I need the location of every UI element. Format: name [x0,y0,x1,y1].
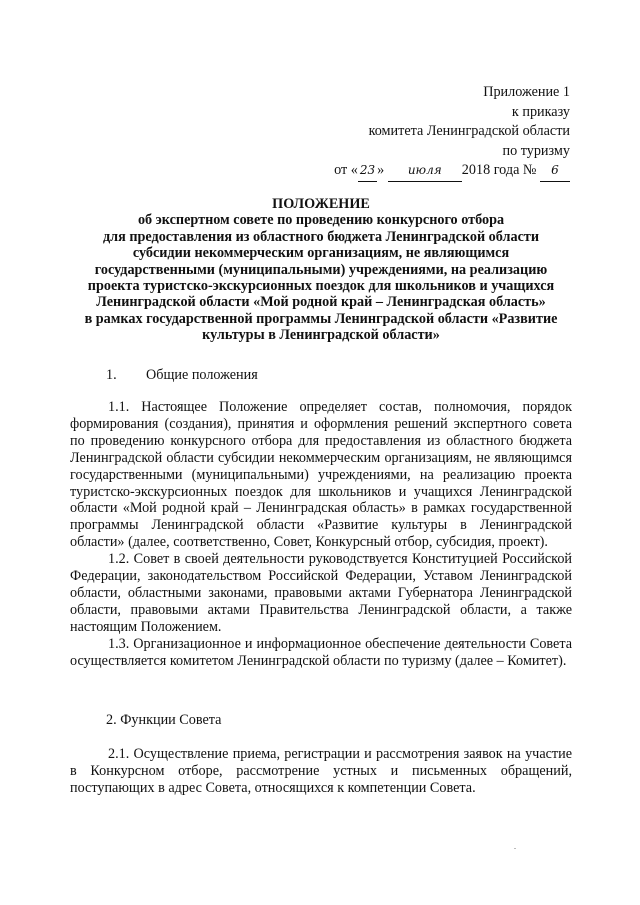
date-mid: » [377,162,385,178]
appendix-line-3: комитета Ленинградской области [368,123,570,139]
title-line: культуры в Ленинградской области» [202,327,440,344]
title-main: ПОЛОЖЕНИЕ [272,196,370,212]
paragraph-2-1: 2.1. Осуществление приема, регистрации и рассмотрения заявок на участие в Конкурсном отборе, рассмотрение устных и письменных обращений, поступающих в адрес Совета, относящихся к компетенции Совета. [70,746,572,796]
date-month: июля [388,161,462,182]
section-1-body [70,399,572,670]
section-1-number: 1. [106,367,117,383]
title-line: государственными (муниципальными) учреждениями, на реализацию [94,261,548,278]
title-line: Ленинградской области «Мой родной край – Ленинградская область» [96,294,546,311]
appendix-line-4: по туризму [502,142,570,159]
scan-speck [514,848,516,849]
title-line: об экспертном совете по проведению конкурсного отбора [137,212,505,229]
section-1-title: Общие положения [146,367,258,383]
title-line: субсидии некоммерческим организациям, не являющимся [132,245,510,262]
section-2-body [70,746,572,797]
date-day: 23 [358,161,377,182]
section-1-heading [106,367,258,383]
date-year: 2018 года № [461,162,537,178]
title-line: проекта туристско-экскурсионных поездок для школьников и учащихся [87,278,555,295]
title-line: в рамках государственной программы Ленинградской области «Развитие [84,310,558,327]
appendix-header [334,83,570,182]
paragraph-1-3: 1.3. Организационное и информационное обеспечение деятельности Совета осуществляется комитетом Ленинградской области по туризму (далее – Комитет). [70,635,572,669]
date-prefix: от « [334,162,358,178]
title-line: для предоставления из областного бюджета Ленинградской области [102,228,540,245]
paragraph-1-1: 1.1. Настоящее Положение определяет состав, полномочия, порядок формирования (создания), принятия и оформления решений экспертного совета по проведению конкурсного отбора для предоставления из областного бюджета Ленинградской области субсидии некоммерческим организациям, не являющимся государственными (муниципальными) учреждениями, на реализацию проекта туристско-экскурсионных поездок для школьников и учащихся Ленинградской области «Мой родной край – Ленинградская область» в рамках государственной программы Ленинградской области «Развитие культуры в Ленинградской области» (далее, соответственно, Совет, Конкурсный отбор, субсидия, проект). [70,399,572,551]
section-2-heading: 2. Функции Совета [106,712,222,728]
date-number: 6 [540,161,570,182]
paragraph-1-2: 1.2. Совет в своей деятельности руководствуется Конституцией Российской Федерации, законодательством Российской Федерации, Уставом Ленинградской области, областными законами, правовыми актами Губернатора Ленинградской области, правовыми актами Правительства Ленинградской области, а также настоящим Положением. [70,551,572,635]
appendix-date-line [334,161,570,182]
document-title [62,196,580,344]
appendix-line-2: к приказу [511,103,570,120]
appendix-line-1: Приложение 1 [483,84,570,100]
